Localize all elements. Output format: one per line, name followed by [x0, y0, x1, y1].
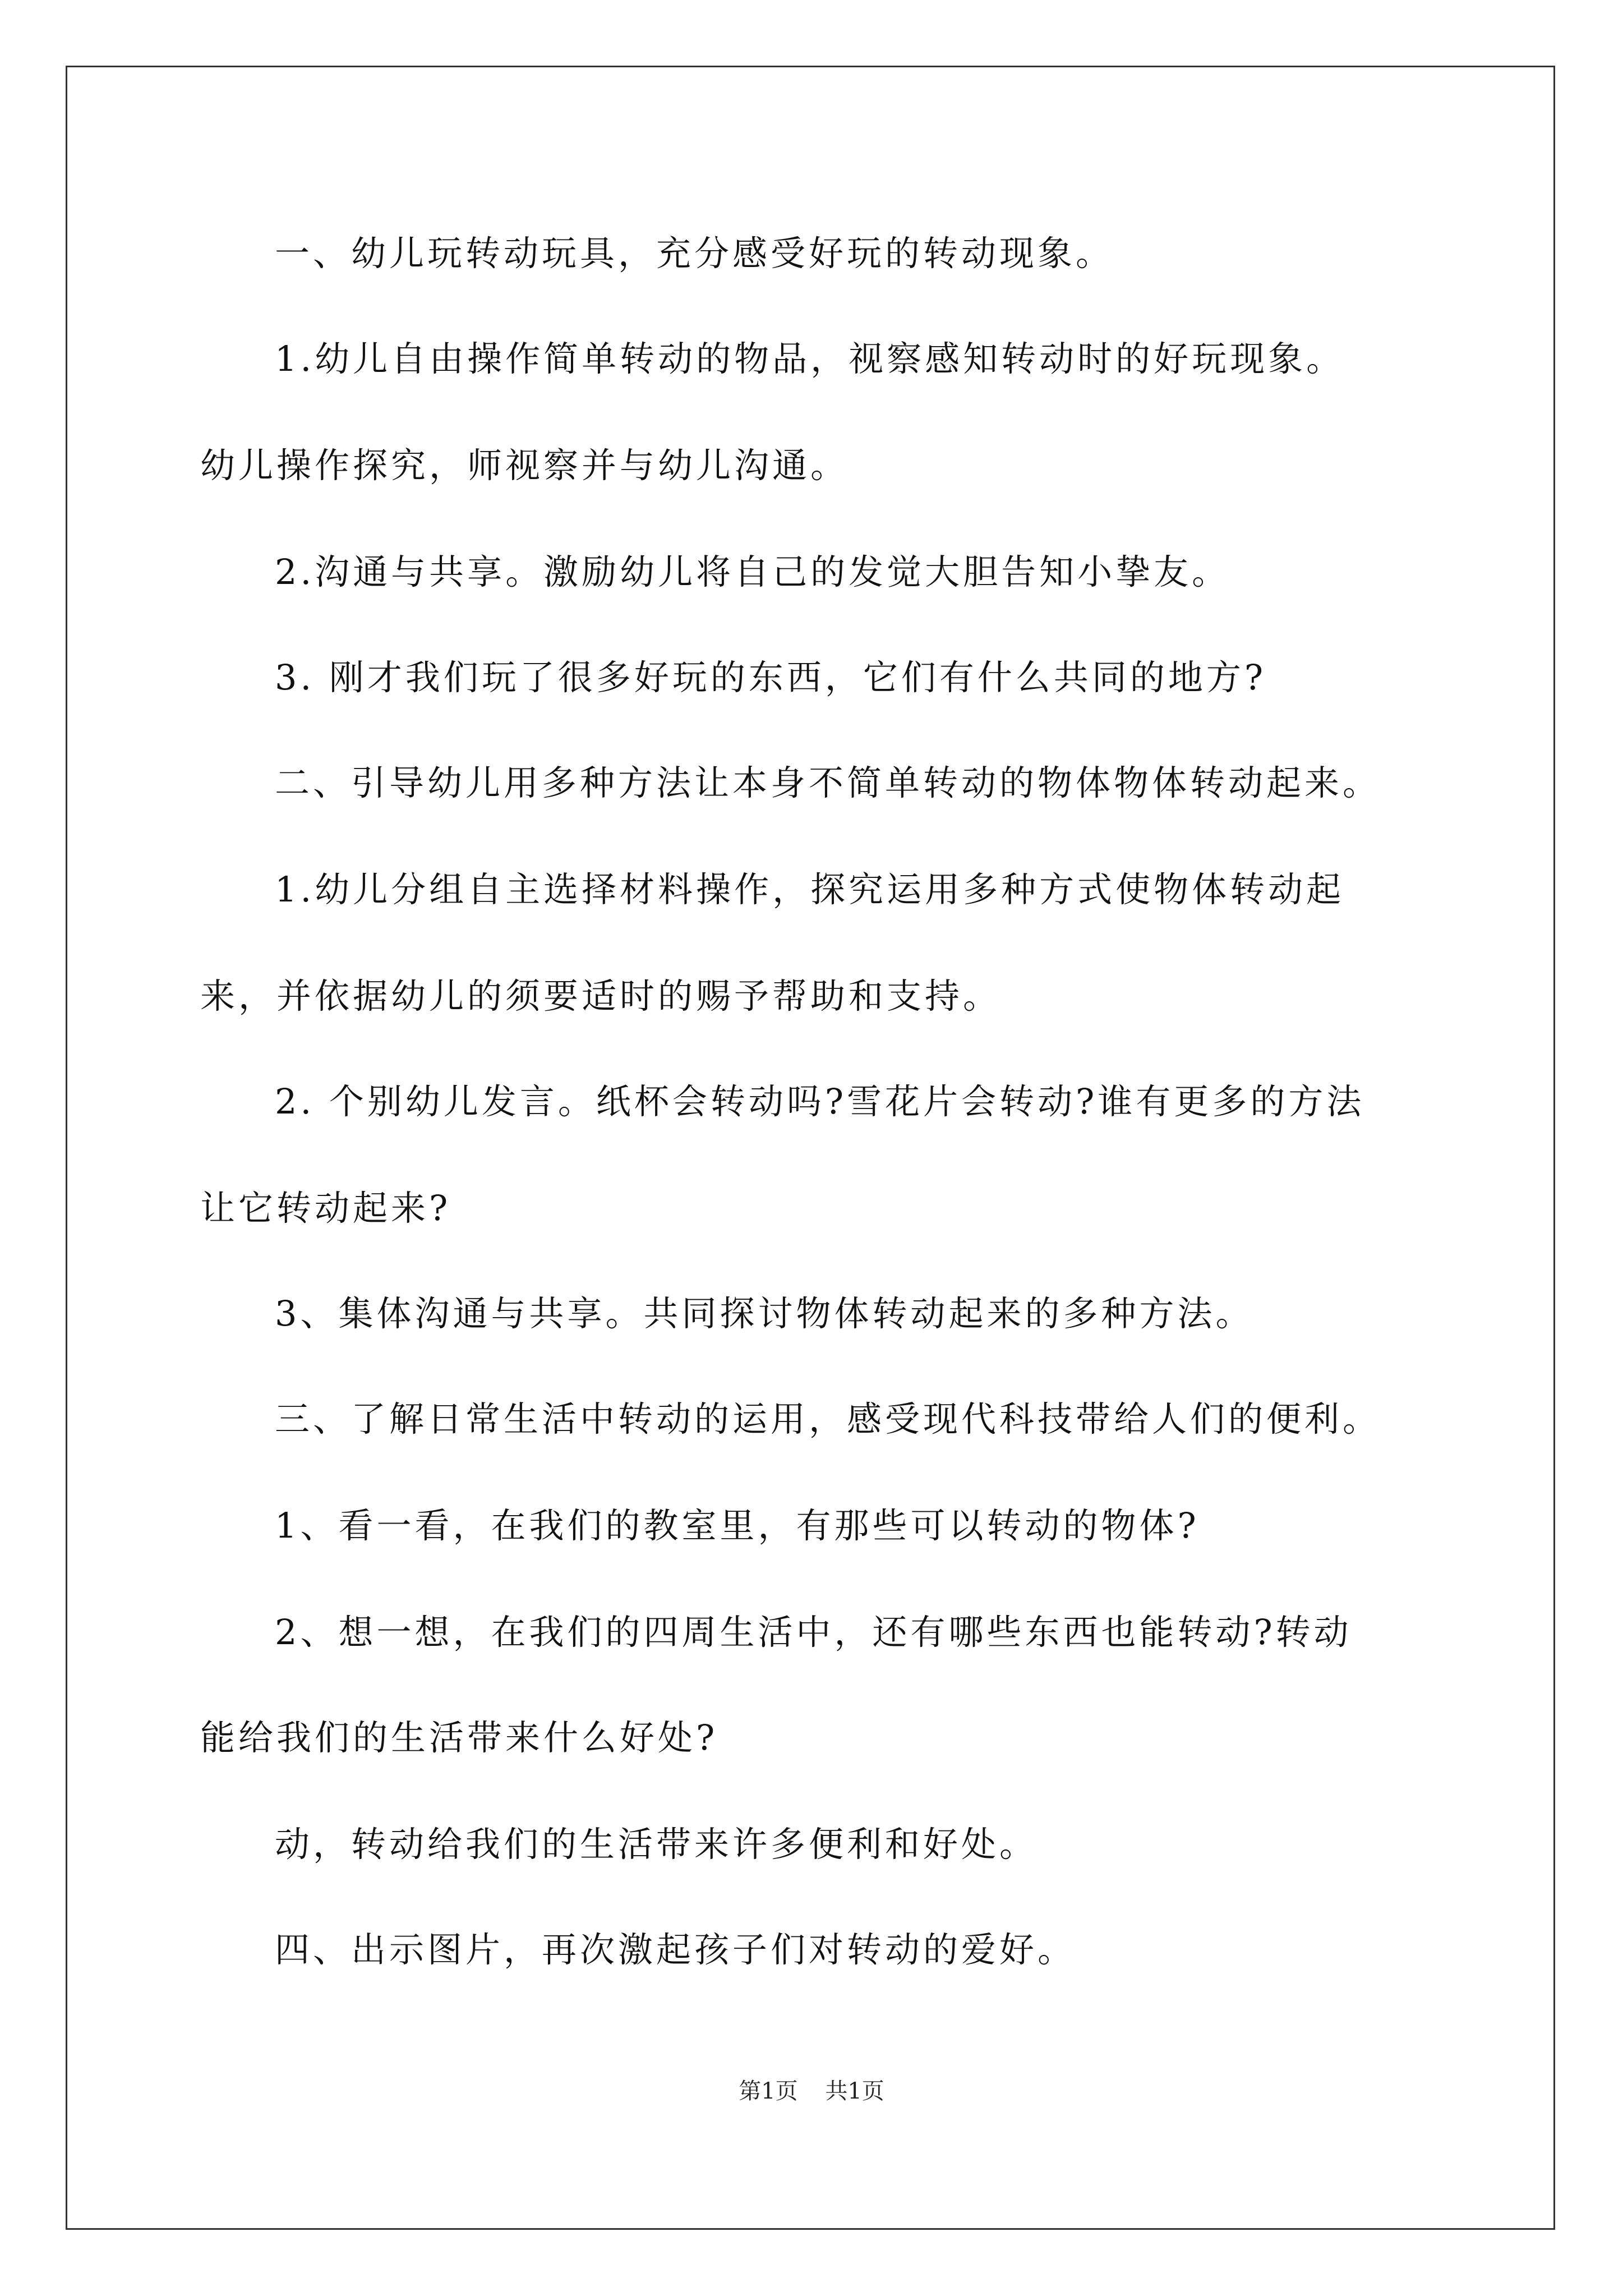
paragraph-line: 三、了解日常生活中转动的运用，感受现代科技带给人们的便利。 — [275, 1398, 1381, 1439]
paragraph-line: 能给我们的生活带来什么好处? — [200, 1717, 718, 1758]
paragraph-line: 幼儿操作探究，师视察并与幼儿沟通。 — [200, 445, 849, 486]
paragraph-line: 动，转动给我们的生活带来许多便利和好处。 — [275, 1824, 1038, 1865]
paragraph-line: 2. 个别幼儿发言。纸杯会转动吗?雪花片会转动?谁有更多的方法 — [275, 1081, 1365, 1122]
paragraph-line: 2、想一想，在我们的四周生活中，还有哪些东西也能转动?转动 — [275, 1612, 1352, 1653]
page-footer — [0, 2077, 1623, 2105]
paragraph-line: 让它转动起来? — [200, 1188, 451, 1228]
paragraph-line: 3、集体沟通与共享。共同探讨物体转动起来的多种方法。 — [275, 1293, 1254, 1334]
paragraph-line: 2.沟通与共享。激励幼儿将自己的发觉大胆告知小挚友。 — [275, 551, 1230, 592]
paragraph-line: 1、看一看，在我们的教室里，有那些可以转动的物体? — [275, 1505, 1200, 1546]
page-number-total: 共1页 — [825, 2078, 884, 2104]
page-border — [66, 66, 1555, 2230]
paragraph-line: 3. 刚才我们玩了很多好玩的东西，它们有什么共同的地方? — [275, 657, 1267, 698]
paragraph-line: 二、引导幼儿用多种方法让本身不简单转动的物体物体转动起来。 — [275, 762, 1381, 803]
page-number-current: 第1页 — [739, 2078, 798, 2104]
paragraph-line: 1.幼儿分组自主选择材料操作，探究运用多种方式使物体转动起 — [275, 869, 1345, 910]
paragraph-line: 一、幼儿玩转动玩具，充分感受好玩的转动现象。 — [275, 233, 1114, 274]
paragraph-line: 来，并依据幼儿的须要适时的赐予帮助和支持。 — [200, 976, 1002, 1016]
paragraph-line: 1.幼儿自由操作简单转动的物品，视察感知转动时的好玩现象。 — [275, 338, 1345, 379]
paragraph-line: 四、出示图片，再次激起孩子们对转动的爱好。 — [275, 1929, 1076, 1970]
